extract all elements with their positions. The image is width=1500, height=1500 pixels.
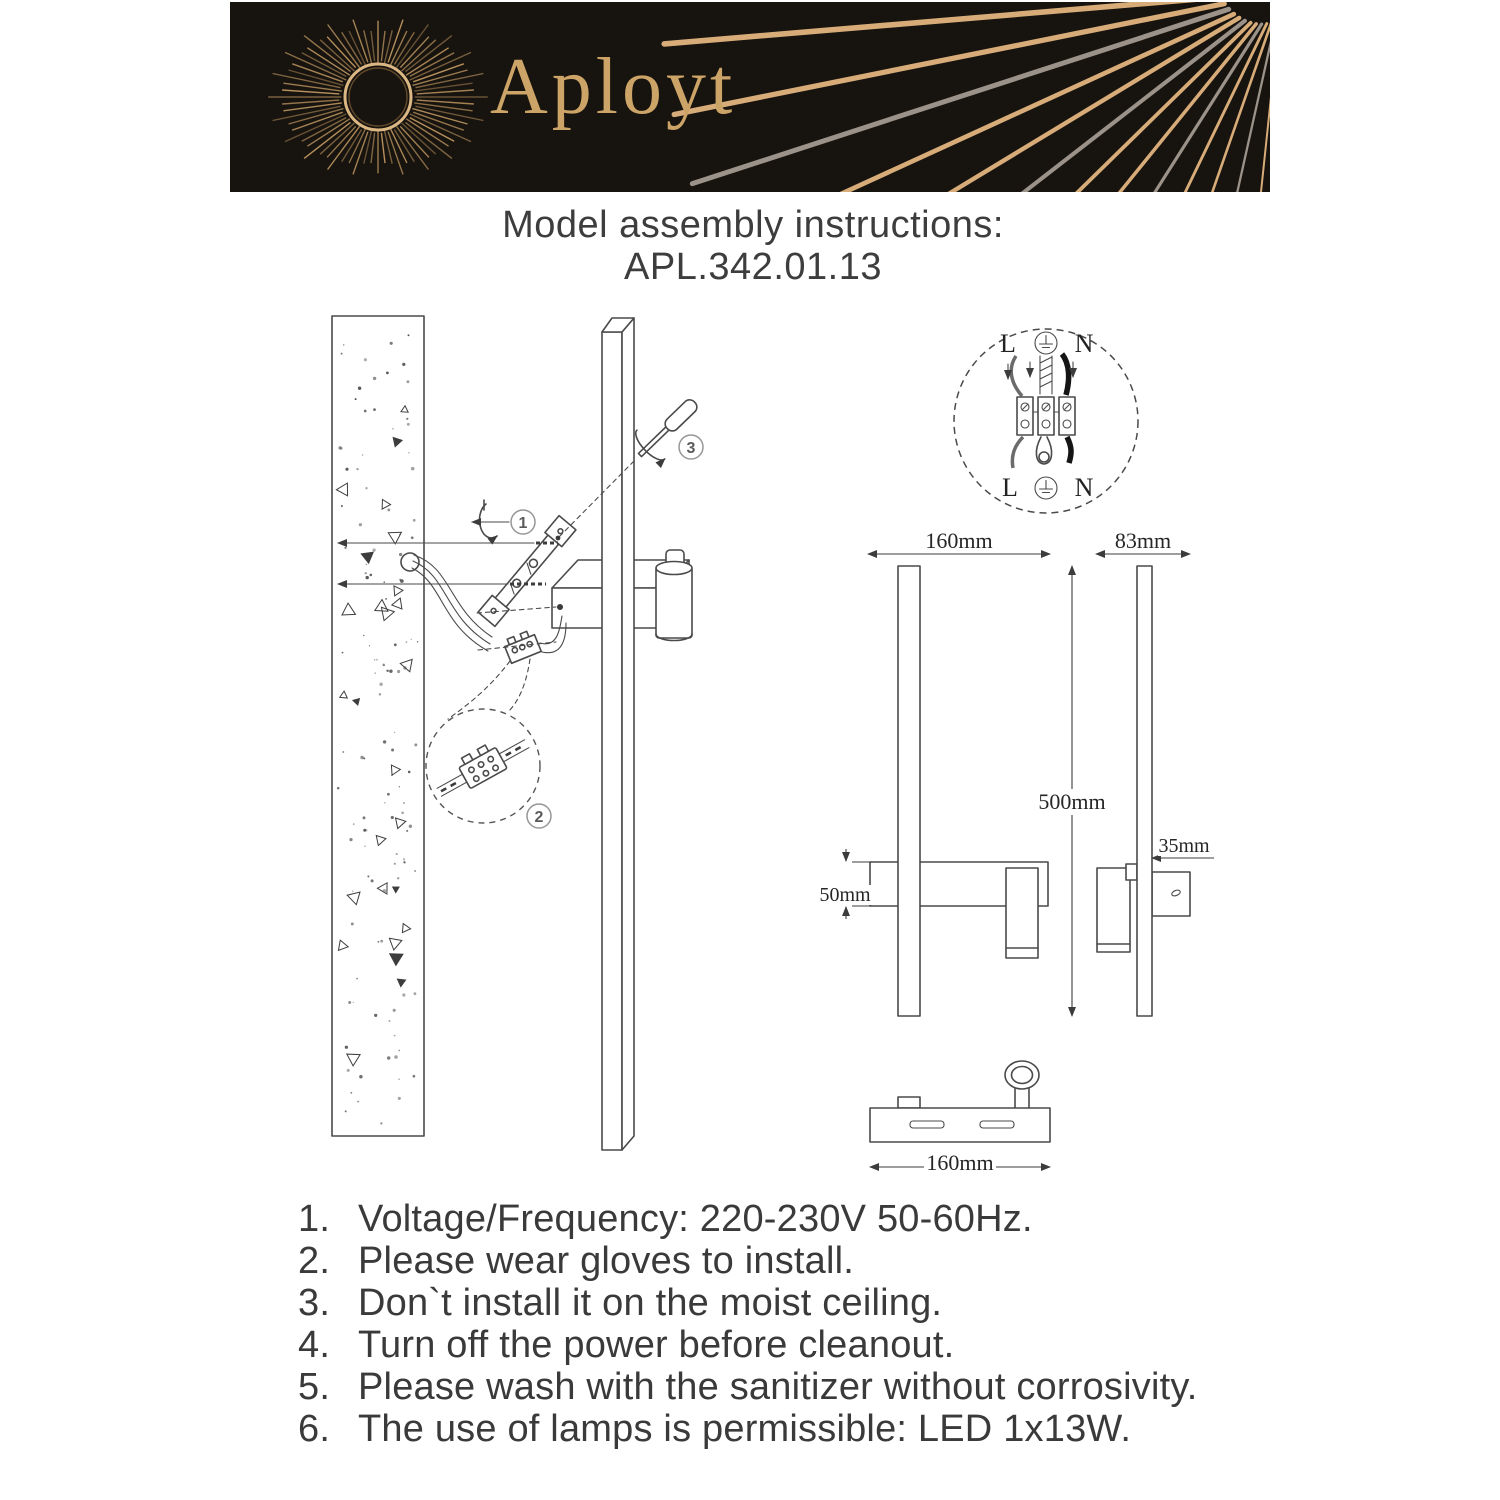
terminal-block — [1017, 397, 1075, 435]
wiring-diagram — [954, 329, 1138, 513]
item-text: Don`t install it on the moist ceiling. — [358, 1282, 943, 1324]
dim-front-width: 160mm — [925, 528, 993, 553]
banner-art — [230, 2, 1270, 192]
wiring-label-N-bottom: N — [1074, 473, 1094, 502]
wire-terminal-block — [503, 629, 542, 663]
item-number: 1. — [298, 1198, 331, 1240]
earth-symbol-bottom-icon — [1035, 477, 1057, 499]
callout-1 — [511, 510, 535, 534]
item-text: The use of lamps is permissible: LED 1x13W. — [358, 1408, 1132, 1450]
wall — [332, 316, 424, 1136]
item-number: 3. — [298, 1282, 331, 1324]
rotate-arrow-icon — [472, 500, 509, 538]
list-item — [298, 1324, 1198, 1366]
item-number: 4. — [298, 1324, 331, 1366]
page-title: Model assembly instructions: — [502, 204, 1004, 246]
earth-symbol-top-icon — [1035, 332, 1057, 354]
callout-2 — [527, 804, 551, 828]
list-item — [298, 1408, 1198, 1450]
item-number: 6. — [298, 1408, 331, 1450]
bottom-view — [870, 1061, 1050, 1175]
callout-3-label: 3 — [686, 440, 696, 457]
wiring-label-N-top: N — [1074, 329, 1094, 358]
wiring-label-L-top: L — [1000, 329, 1016, 358]
callout-2-label: 2 — [534, 809, 544, 826]
dim-box-depth: 35mm — [1158, 835, 1210, 857]
item-number: 2. — [298, 1240, 331, 1282]
front-view — [819, 528, 1105, 1016]
lamp-head-3d — [656, 550, 692, 641]
dim-side-width: 83mm — [1114, 528, 1172, 553]
list-item — [298, 1240, 1198, 1282]
lamp-bar-3d — [602, 318, 634, 1150]
wire-detail-callout — [426, 659, 551, 828]
callout-1-label: 1 — [518, 515, 528, 532]
brand-banner — [230, 2, 1270, 192]
dim-height: 500mm — [1038, 789, 1106, 814]
dim-bottom-width: 160mm — [926, 1150, 994, 1175]
list-item — [298, 1366, 1198, 1408]
model-code: APL.342.01.13 — [624, 246, 882, 288]
item-text: Please wear gloves to install. — [358, 1240, 855, 1282]
sunburst-logo-icon — [268, 20, 488, 175]
list-item — [298, 1282, 1198, 1324]
instruction-list — [298, 1198, 1198, 1450]
side-view — [1096, 528, 1214, 1016]
item-text: Turn off the power before cleanout. — [358, 1324, 955, 1366]
assembly-diagram — [280, 300, 1260, 1190]
item-number: 5. — [298, 1366, 331, 1408]
corner-rays-icon — [664, 2, 1270, 192]
item-text: Voltage/Frequency: 220-230V 50-60Hz. — [358, 1198, 1033, 1240]
brand-name: Aployt — [490, 43, 737, 131]
wiring-label-L-bottom: L — [1002, 473, 1018, 502]
callout-3 — [679, 435, 703, 459]
dim-box-height: 50mm — [819, 884, 871, 906]
item-text: Please wash with the sanitizer without corrosivity. — [358, 1366, 1198, 1408]
list-item — [298, 1198, 1198, 1240]
